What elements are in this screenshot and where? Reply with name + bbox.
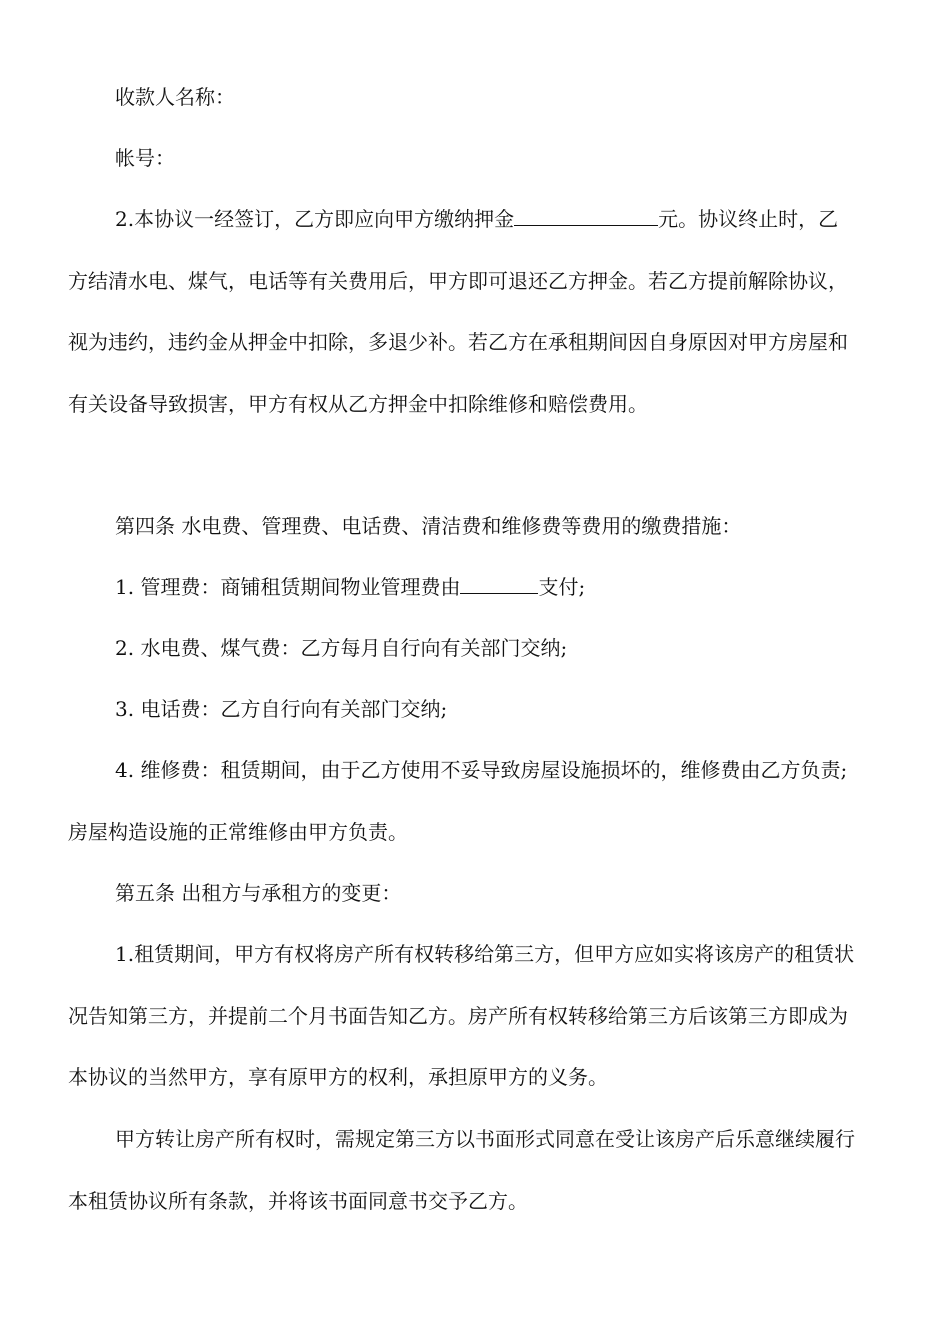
ownership-transfer-clause: 甲方转让房产所有权时，需规定第三方以书面形式同意在受让该房产后乐意继续履行本租赁协议所有条款，并将该书面同意书交予乙方。: [68, 1127, 855, 1213]
article-4-item-1: [68, 557, 858, 619]
article-5-heading: 第五条 出租方与承租方的变更：: [115, 881, 402, 905]
deposit-clause-text-end: 元。协议终止时，乙方结清水电、煤气，电话等有关费用后，甲方即可退还乙方押金。若乙方提前解除协议，视为违约，违约金从押金中扣除，多退少补。若乙方在承租期间因自身原因对甲方房屋和有关设备导致损害，甲方有权从乙方押金中扣除维修和赔偿费用。: [68, 207, 848, 416]
deposit-clause-text-start: 2.本协议一经签订，乙方即应向甲方缴纳押金: [115, 207, 515, 231]
deposit-clause: [68, 189, 858, 435]
article-4-item-3: 3. 电话费：乙方自行向有关部门交纳;: [115, 697, 448, 721]
article-4-heading: 第四条 水电费、管理费、电话费、清洁费和维修费等费用的缴费措施：: [115, 514, 742, 538]
payee-name-label: 收款人名称：: [115, 85, 235, 109]
management-fee-payer-blank: [460, 573, 538, 594]
article-4-item-4: 4. 维修费：租赁期间，由于乙方使用不妥导致房屋设施损坏的，维修费由乙方负责;房屋构造设施的正常维修由甲方负责。: [68, 758, 848, 844]
article-5-item-1: 1.租赁期间，甲方有权将房产所有权转移给第三方，但甲方应如实将该房产的租赁状况告知第三方，并提前二个月书面告知乙方。房产所有权转移给第三方后该第三方即成为本协议的当然甲方，享有原甲方的权利，承担原甲方的义务。: [68, 942, 855, 1089]
deposit-amount-blank: [514, 205, 658, 226]
management-fee-text-end: 支付;: [538, 575, 586, 599]
management-fee-text-start: 1. 管理费：商铺租赁期间物业管理费由: [115, 575, 461, 599]
account-number-label: 帐号：: [115, 146, 175, 170]
article-4-item-2: 2. 水电费、煤气费：乙方每月自行向有关部门交纳;: [115, 636, 568, 660]
